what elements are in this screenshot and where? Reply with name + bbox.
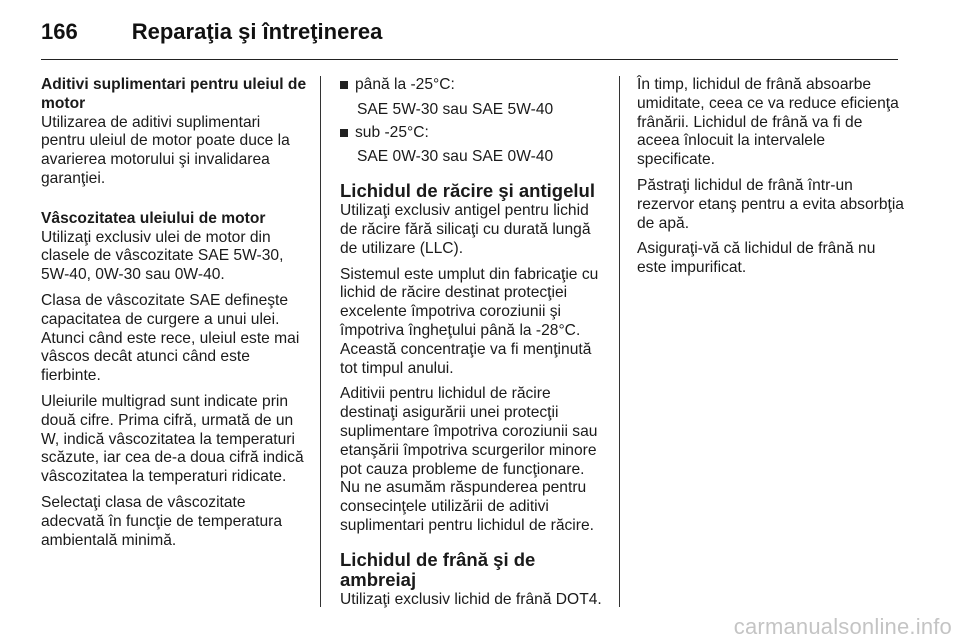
paragraph-brake-3: Păstraţi lichidul de frână într-un rezervor etanş pentru a evita absorbţia de apă. <box>637 176 904 232</box>
paragraph-brake-4: Asiguraţi-vă că lichidul de frână nu este impurificat. <box>637 240 876 277</box>
paragraph-oil-additives: Utilizarea de aditivi suplimentari pentru uleiul de motor poate duce la avarierea motorului şi invalidarea garanţiei. <box>41 113 290 187</box>
column-divider-2 <box>619 76 620 607</box>
paragraph-brake-2: În timp, lichidul de frână absoarbe umiditate, ceea ce va reduce eficienţa frânării. Lichidul de frână va fi de aceea înlocuit la intervalele specificate. <box>637 76 899 169</box>
paragraph-coolant-1: Utilizaţi exclusiv antigel pentru lichid de răcire fără silicaţi cu durată lungă de utilizare (LLC). <box>340 202 591 257</box>
page-header <box>41 14 382 50</box>
paragraph-viscosity-3: Uleiurile multigrad sunt indicate prin două cifre. Prima cifră, urmată de un W, indică vâscozitatea la temperaturi scăzute, iar cea de-a doua cifră indică vâscozitatea la temperaturi ridicate. <box>41 392 304 486</box>
bullet-icon <box>340 129 348 137</box>
list-item <box>340 124 606 168</box>
watermark-link[interactable]: carmanualsonline.info <box>733 614 952 639</box>
column-3 <box>637 76 905 285</box>
column-1 <box>41 76 307 557</box>
heading-oil-viscosity: Vâscozitatea uleiului de motor <box>41 209 266 227</box>
list-item <box>340 76 606 120</box>
paragraph-viscosity-1: Utilizaţi exclusiv ulei de motor din clasele de vâscozitate SAE 5W-30, 5W-40, 0W-30 sau 0W-40. <box>41 228 284 284</box>
heading-oil-additives: Aditivi suplimentari pentru uleiul de motor <box>41 76 307 112</box>
paragraph-viscosity-2: Clasa de vâscozitate SAE defineşte capacitatea de curgere a unui ulei. Atunci când este rece, uleiul este mai vâscos decât atunci când este fierbinte. <box>41 291 300 385</box>
column-2 <box>340 76 606 617</box>
paragraph-brake-1: Utilizaţi exclusiv lichid de frână DOT4. <box>340 590 602 608</box>
bullet-value: SAE 5W-30 sau SAE 5W-40 <box>357 100 554 118</box>
page-number: 166 <box>41 19 78 44</box>
paragraph-coolant-2: Sistemul este umplut din fabricaţie cu lichid de răcire destinat protecţiei excelente împotriva coroziunii şi împotriva îngheţului până la -28°C. Această concentraţie va fi menţinută tot timpul anului. <box>340 265 599 377</box>
header-rule <box>41 59 898 60</box>
bullet-value: SAE 0W-30 sau SAE 0W-40 <box>357 148 554 166</box>
bullet-condition: până la -25°C: <box>355 76 455 93</box>
paragraph-viscosity-4: Selectaţi clasa de vâscozitate adecvată în funcţie de temperatura ambientală minimă. <box>41 493 282 549</box>
column-divider-1 <box>320 76 321 607</box>
section-title: Reparaţia şi întreţinerea <box>131 19 383 44</box>
viscosity-bullet-list <box>340 76 606 167</box>
heading-brake-fluid: Lichidul de frână şi de ambreiaj <box>340 548 536 590</box>
bullet-icon <box>340 81 348 89</box>
paragraph-coolant-3: Aditivii pentru lichidul de răcire destinaţi asigurării unei protecţii suplimentare împotriva coroziunii sau etanşării împotriva scurgerilor minore pot cauza probleme de funcţionare. Nu ne asumăm răspunderea pentru consecinţele utilizării de aditivi suplimentari pentru lichidul de răcire. <box>340 385 598 534</box>
bullet-condition: sub -25°C: <box>355 123 429 141</box>
heading-coolant: Lichidul de răcire şi antigelul <box>340 180 595 202</box>
